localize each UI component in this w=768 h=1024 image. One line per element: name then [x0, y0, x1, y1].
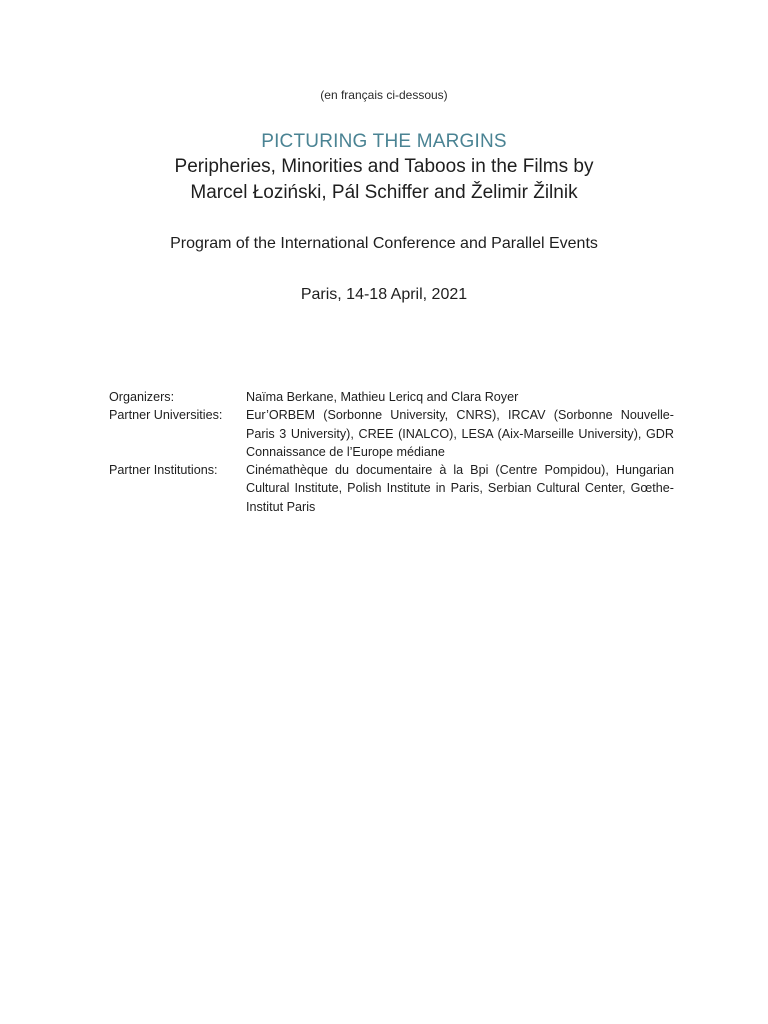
credit-value: Naïma Berkane, Mathieu Lericq and Clara Royer: [246, 390, 519, 404]
subtitle-line-1: Peripheries, Minorities and Taboos in the Films by: [174, 156, 594, 177]
credit-row-organizers: [109, 388, 674, 406]
subtitle-line-2: Marcel Łoziński, Pál Schiffer and Želimir Žilnik: [190, 182, 578, 203]
main-title: PICTURING THE MARGINS: [261, 131, 507, 152]
credit-value: Eur’ORBEM (Sorbonne University, CNRS), IRCAV (Sorbonne Nouvelle-Paris 3 University), CREE (INALCO), LESA (Aix-Marseille University), GDR Connaissance de l’Europe médiane: [246, 408, 674, 459]
language-note: (en français ci-dessous): [320, 88, 448, 102]
credits-section: [109, 388, 674, 516]
credit-label: Partner Institutions:: [109, 463, 218, 478]
program-heading: Program of the International Conference and Parallel Events: [170, 235, 598, 252]
credit-value: Cinémathèque du documentaire à la Bpi (Centre Pompidou), Hungarian Cultural Institute, Polish Institute in Paris, Serbian Cultural Center, Gœthe-Institut Paris: [246, 463, 674, 514]
credit-label: Organizers:: [109, 390, 175, 404]
event-date: Paris, 14-18 April, 2021: [300, 286, 468, 303]
credit-label: Partner Universities:: [109, 408, 223, 423]
credit-row-institutions: [109, 461, 674, 516]
credit-row-universities: [109, 406, 674, 461]
title-block: [0, 130, 768, 206]
